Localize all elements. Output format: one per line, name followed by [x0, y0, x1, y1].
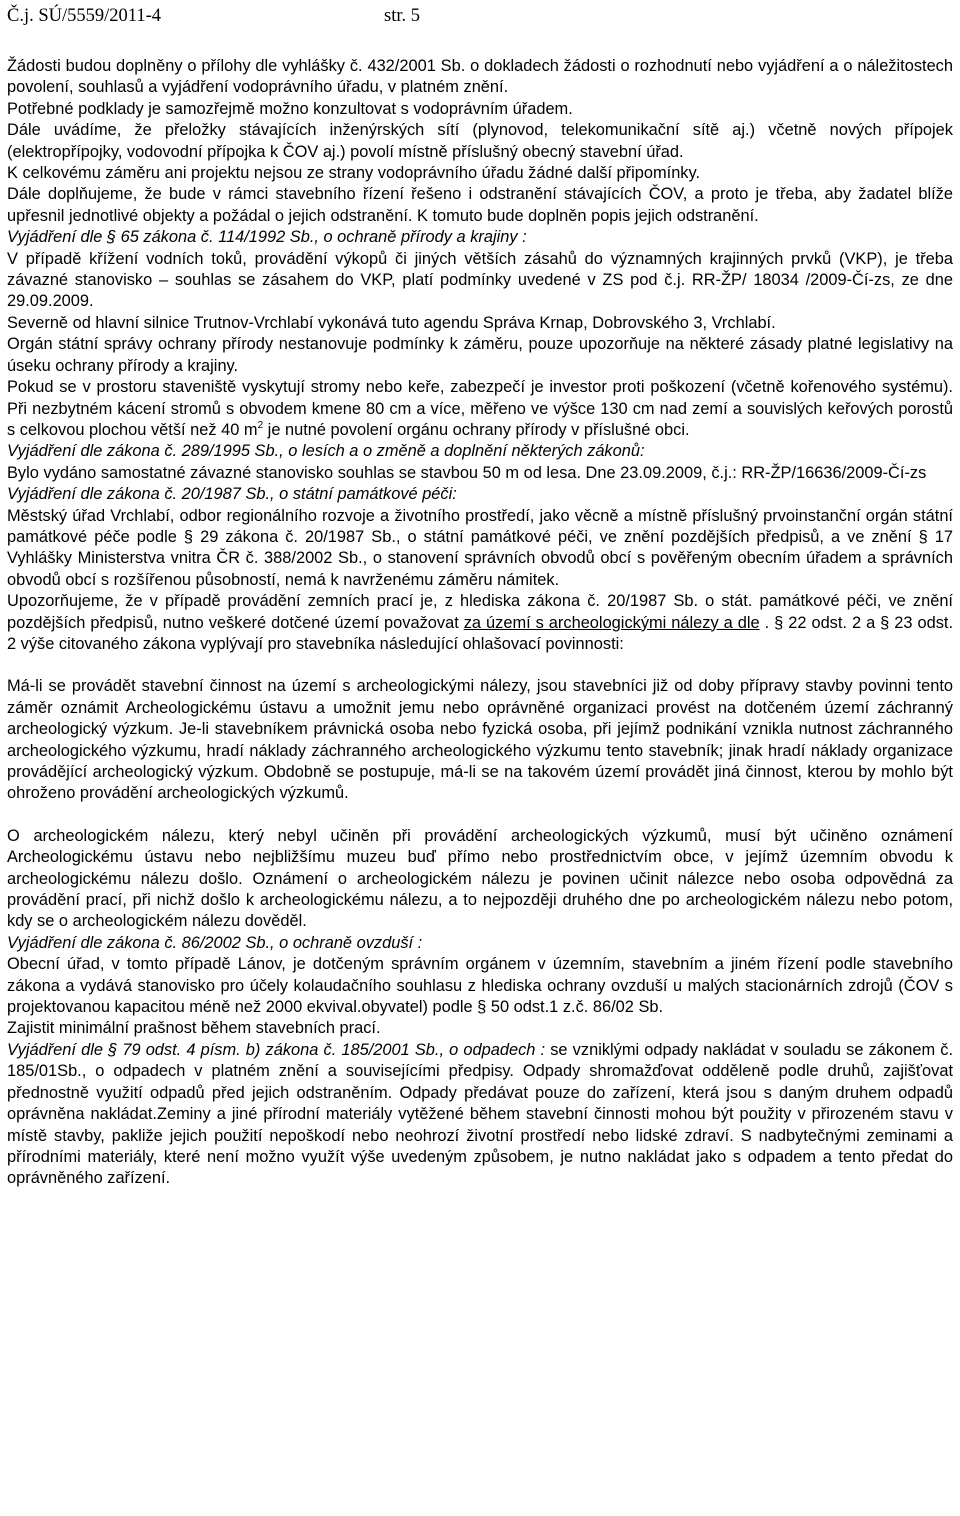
paragraph: Dále doplňujeme, že bude v rámci stavebního řízení řešeno i odstranění stávajících ČOV, a proto je třeba, aby žadatel blíže upřesnil jednotlivé objekty a požádal o jejich odstranění. K tomuto bude doplněn popis jejich odstranění. — [7, 185, 953, 225]
paragraph: Má-li se provádět stavební činnost na území s archeologickými nálezy, jsou stavebníci již od doby přípravy stavby povinni tento záměr oznámit Archeologickému ústavu a umožnit jemu nebo oprávněné organizaci provést na dotčeném území záchranný archeologický výzkum. Je-li stavebníkem právnická osoba nebo fyzická osoba, při jejímž podnikání vznikla nutnost záchranného archeologického výzkumu, hradí náklady záchranného archeologického výzkumu tento stavebník; jinak hradí náklady organizace provádějící archeologický výzkum. Obdobně se postupuje, má-li se na takovém území provádět jiná činnost, kterou by mohlo být ohroženo provádění archeologických výzkumů. — [7, 677, 953, 803]
section-heading: Vyjádření dle zákona č. 20/1987 Sb., o státní památkové péči: — [7, 485, 457, 504]
paragraph — [7, 591, 953, 655]
text-run: se vzniklými odpady nakládat v souladu se zákonem č. 185/01Sb., o odpadech v platném znění a souvisejícími předpisy. Odpady shromažďovat odděleně podle druhů, zajišťovat přednostně využití odpadů před jejich odstraněním. Odpady předávat pouze do zařízení, která jsou s daným druhem odpadů oprávněna nakládat.Zeminy a jiné přírodní materiály vytěžené během stavební činnosti mohou být použity v přirozeném stavu v místě stavby, pakliže jejich použití nepoškodí nebo neohrozí životní prostředí nebo lidské zdraví. S nadbytečnými zeminami a přírodními materiály, které není možno využít výše uvedeným způsobem, je nutno nakládat jako s odpadem a tento předat do oprávněného zařízení. — [7, 1040, 953, 1188]
paragraph: V případě křížení vodních toků, provádění výkopů či jiných větších zásahů do významných krajinných prvků (VKP), je třeba závazné stanovisko – souhlas se zásahem do VKP, platí podmínky uvedené v ZS pod č.j. RR-ŽP/ 18034 /2009-Čí-zs, ze dne 29.09.2009. — [7, 249, 953, 311]
page-number: str. 5 — [384, 6, 420, 26]
text-run: Upozorňujeme, že v případě provádění zemních prací je, z hlediska zákona č. 20/1987 Sb. o stát. památkové péči, ve znění pozdějších předpisů, nutno veškeré dotčené území považovat — [7, 592, 953, 632]
section-heading: Vyjádření dle zákona č. 289/1995 Sb., o lesích a o změně a doplnění některých zákonů: — [7, 442, 645, 461]
superscript: 2 — [257, 419, 264, 431]
section-heading: Vyjádření dle zákona č. 86/2002 Sb., o ochraně ovzduší : — [7, 933, 423, 952]
paragraph: Dále uvádíme, že přeložky stávajících inženýrských sítí (plynovod, telekomunikační sítě aj.) včetně nových přípojek (elektropřípojky, vodovodní přípojka k ČOV aj.) povolí místně příslušný obecný stavební úřad. — [7, 121, 953, 161]
paragraph: Žádosti budou doplněny o přílohy dle vyhlášky č. 432/2001 Sb. o dokladech žádosti o rozhodnutí nebo vyjádření a o náležitostech povolení, souhlasů a vyjádření vodoprávního úřadu, v platném znění. — [7, 57, 953, 97]
document-body — [7, 56, 953, 1190]
paragraph: Severně od hlavní silnice Trutnov-Vrchlabí vykonává tuto agendu Správa Krnap, Dobrovského 3, Vrchlabí. — [7, 313, 776, 332]
paragraph: Potřebné podklady je samozřejmě možno konzultovat s vodoprávním úřadem. — [7, 99, 573, 118]
paragraph: K celkovému záměru ani projektu nejsou ze strany vodoprávního úřadu žádné další připomínky. — [7, 164, 701, 183]
paragraph — [7, 1040, 953, 1190]
text-run: je nutné povolení orgánu ochrany přírody v příslušné obci. — [263, 420, 690, 439]
paragraph: Orgán státní správy ochrany přírody nestanovuje podmínky k záměru, pouze upozorňuje na některé zásady platné legislativy na úseku ochrany přírody a krajiny. — [7, 335, 953, 375]
paragraph: Městský úřad Vrchlabí, odbor regionálního rozvoje a životního prostředí, jako věcně a místně příslušný prvoinstanční orgán státní památkové péče podle § 29 zákona č. 20/1987 Sb., o státní památkové péči, ve znění pozdějších předpisů, a ve znění § 17 Vyhlášky Ministerstva vnitra ČR č. 388/2002 Sb., o stanovení správních obvodů obcí s pověřeným obecním úřadem a správních obvodů obcí s rozšířenou působností, nemá k navrženému záměru námitek. — [7, 506, 953, 589]
paragraph: O archeologickém nálezu, který nebyl učiněn při provádění archeologických výzkumů, musí být učiněno oznámení Archeologickému ústavu nebo nejbližšímu muzeu buď přímo nebo prostřednictvím obce, v jejímž územním obvodu k archeologickému nálezu došlo. Oznámení o archeologickém nálezu je povinen učinit nálezce nebo osoba odpovědná za provádění prací, při nichž došlo k archeologickému nálezu, a to nejpozději druhého dne po archeologickém nálezu nebo potom, kdy se o archeologickém nálezu dověděl. — [7, 826, 953, 931]
paragraph: Bylo vydáno samostatné závazné stanovisko souhlas se stavbou 50 m od lesa. Dne 23.09.2009, č.j.: RR-ŽP/16636/2009-Čí-zs — [7, 463, 927, 482]
section-heading: Vyjádření dle § 79 odst. 4 písm. b) zákona č. 185/2001 Sb., o odpadech : — [7, 1040, 546, 1059]
paragraph: Zajistit minimální prašnost během stavebních prací. — [7, 1019, 381, 1038]
paragraph: Obecní úřad, v tomto případě Lánov, je dotčeným správním orgánem v územním, stavebním a jiném řízení podle stavebního zákona a vydává stanovisko pro účely kolaudačního souhlasu z hlediska ochrany ovzduší u malých stacionárních zdrojů (ČOV s projektovanou kapacitou méně než 2000 ekvival.obyvatel) podle § 50 odst.1 z.č. 86/02 Sb. — [7, 955, 953, 1017]
section-heading: Vyjádření dle § 65 zákona č. 114/1992 Sb., o ochraně přírody a krajiny : — [7, 228, 527, 247]
text-run: . § 22 odst. 2 a § 23 odst. 2 výše citovaného zákona vyplývají pro stavebníka následující ohlašovací povinnosti: — [7, 613, 953, 653]
text-run: Pokud se v prostoru staveniště vyskytují stromy nebo keře, zabezpečí je investor proti poškození (včetně kořenového systému). Při nezbytném kácení stromů s obvodem kmene 80 cm a více, měřeno ve výšce 130 cm nad zemí a souvislých keřových porostů s celkovou plochou větší než 40 m — [7, 378, 953, 439]
reference-number: Č.j. SÚ/5559/2011-4 — [7, 6, 162, 26]
paragraph — [7, 377, 953, 441]
underlined-text: za území s archeologickými nálezy a dle — [463, 613, 760, 632]
